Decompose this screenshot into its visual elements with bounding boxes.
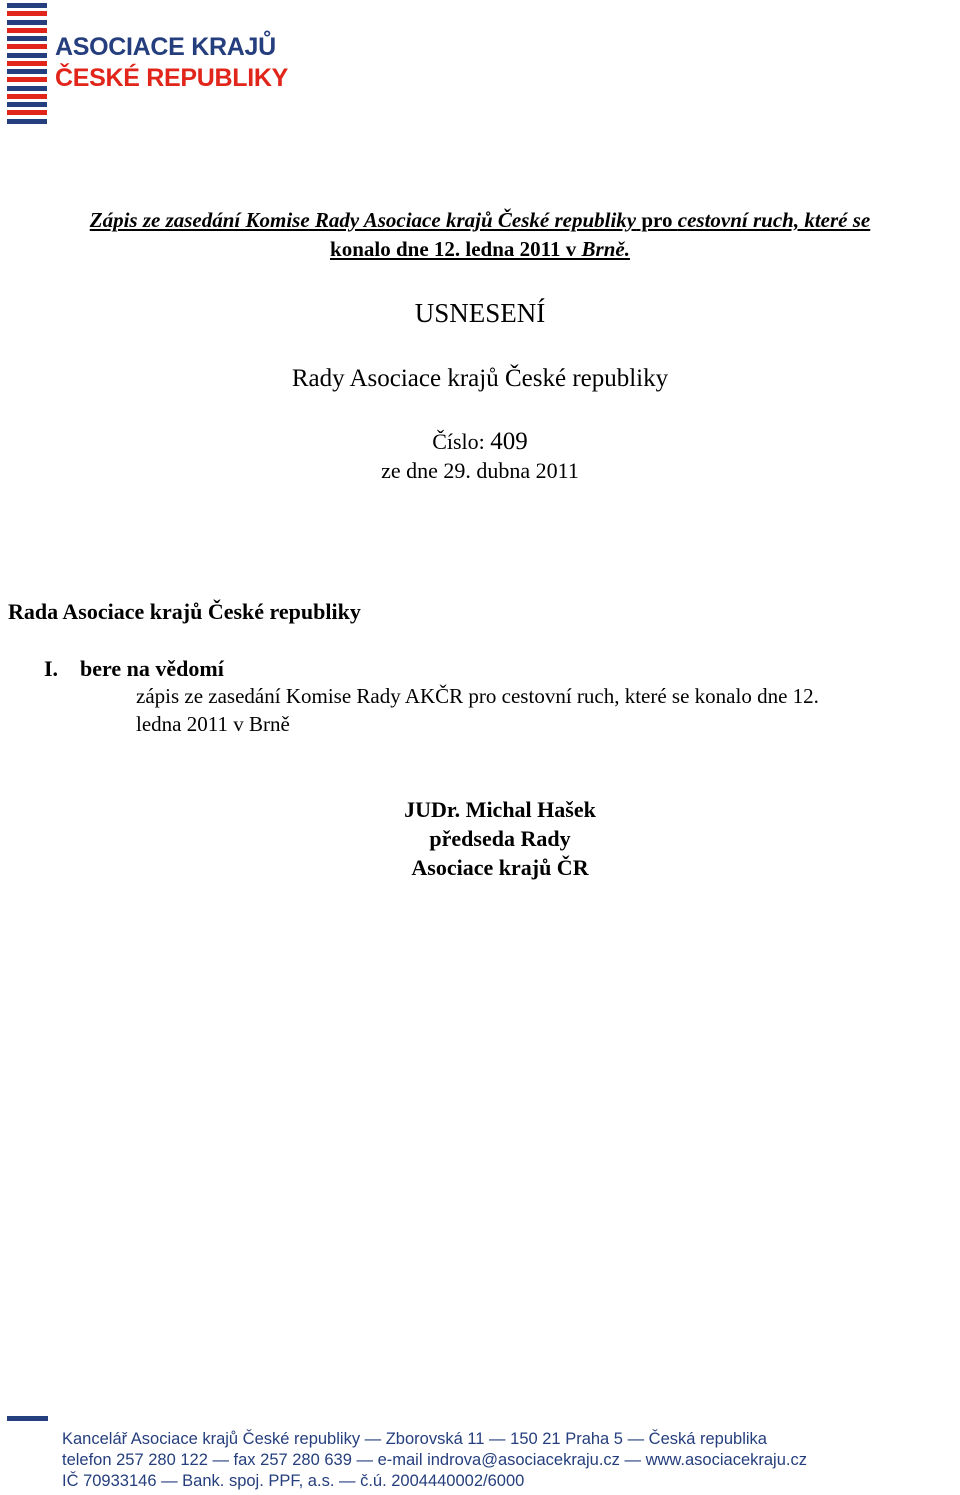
subject-line2-plain: konalo dne 12. ledna 2011 v xyxy=(330,237,582,261)
council-heading: Rada Asociace krajů České republiky xyxy=(8,599,361,624)
footer-divider xyxy=(7,1416,48,1421)
subject-line-1 xyxy=(0,206,960,235)
document-subtitle: Rady Asociace krajů České republiky xyxy=(291,365,669,392)
logo-stripe xyxy=(7,28,47,33)
resolution-number xyxy=(0,428,960,456)
item-text-line-2: ledna 2011 v Brně xyxy=(136,712,290,736)
resolution-number-label: Číslo: xyxy=(432,429,485,454)
logo-stripe xyxy=(7,36,47,41)
logo-line-2: ČESKÉ REPUBLIKY xyxy=(55,64,289,92)
logo-stripe xyxy=(7,110,47,115)
signatory-org: Asociace krajů ČR xyxy=(411,855,589,880)
document-title: USNESENÍ xyxy=(414,298,546,328)
logo-line-1: ASOCIACE KRAJŮ xyxy=(55,33,276,61)
logo-stripe xyxy=(7,77,47,82)
subject-italic-2: cestovní ruch, které se xyxy=(677,208,871,232)
item-text-line-1: zápis ze zasedání Komise Rady AKČR pro cestovní ruch, které se konalo dne 12. xyxy=(136,684,819,708)
item-number: I. xyxy=(44,656,59,681)
logo-stripe xyxy=(7,61,47,66)
subject-line2-italic: Brně. xyxy=(581,237,630,261)
logo-stripe xyxy=(7,44,47,49)
logo-stripe xyxy=(7,102,47,107)
item-verb: bere na vědomí xyxy=(80,656,224,681)
logo-stripe xyxy=(7,69,47,74)
footer-address: Kancelář Asociace krajů České republiky — Zborovská 11 — 150 21 Praha 5 — Česká republika xyxy=(62,1430,767,1448)
logo-stripe xyxy=(7,86,47,91)
footer-bank: IČ 70933146 — Bank. spoj. PPF, a.s. — č.ú. 2004440002/6000 xyxy=(62,1472,525,1490)
signatory-role: předseda Rady xyxy=(429,826,571,851)
logo-stripe xyxy=(7,94,47,99)
subject-line-2 xyxy=(0,235,960,264)
signatory-name: JUDr. Michal Hašek xyxy=(404,797,596,822)
logo-stripe xyxy=(7,119,47,124)
logo-stripes-icon xyxy=(7,2,47,126)
logo-stripe xyxy=(7,20,47,25)
logo-stripe xyxy=(7,53,47,58)
resolution-item xyxy=(44,656,224,682)
subject-italic-1: Zápis ze zasedání Komise Rady Asociace krajů České republiky xyxy=(89,208,637,232)
logo-stripe xyxy=(7,3,47,8)
resolution-number-value: 409 xyxy=(490,428,528,455)
footer-contacts: telefon 257 280 122 — fax 257 280 639 — e-mail indrova@asociacekraju.cz — www.asociacekraju.cz xyxy=(62,1451,807,1469)
resolution-date: ze dne 29. dubna 2011 xyxy=(381,458,579,483)
logo-stripe xyxy=(7,11,47,16)
logo xyxy=(7,2,287,126)
subject-plain-1: pro xyxy=(636,208,678,232)
